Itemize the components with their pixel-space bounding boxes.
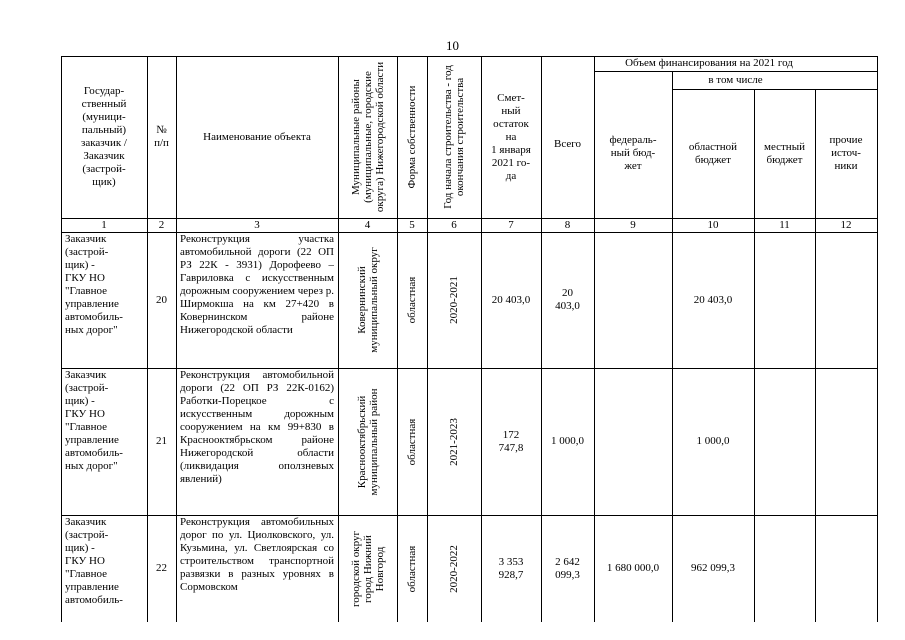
header-other: прочие источ- ники xyxy=(829,134,863,172)
federal-cell xyxy=(596,233,670,367)
col-number: 11 xyxy=(779,219,790,231)
ownership-cell: областная xyxy=(406,276,418,324)
col-number: 10 xyxy=(707,219,719,231)
object-name: Реконструкция автомобильной дороги (22 ОП РЗ 22К-0162) Работки-Порецкое с искусственным дорожным сооружением на км 99+830 в Краснооктябрьском районе Нижегородской области (ликвидация оползневых явлений) xyxy=(180,369,334,485)
header-local: местный бюджет xyxy=(764,140,805,166)
estimate-cell: 20 403,0 xyxy=(491,293,531,306)
row-number: 22 xyxy=(156,562,167,574)
other-cell xyxy=(817,233,875,367)
total-cell: 1 000,0 xyxy=(551,435,584,447)
district-cell: городской округ город Нижний Новгород xyxy=(349,530,386,607)
col-line xyxy=(815,89,816,622)
header-years-cell xyxy=(427,56,481,218)
col-number: 5 xyxy=(409,219,415,231)
years-cell-cell xyxy=(427,232,481,368)
header-federal: федераль- ный бюд- жет xyxy=(609,134,657,172)
header-ownership-cell xyxy=(397,56,427,218)
ownership-cell-cell xyxy=(397,232,427,368)
col-number: 4 xyxy=(364,219,371,231)
col-number: 1 xyxy=(101,219,107,231)
header-object-name: Наименование объекта xyxy=(203,130,311,143)
page-number: 10 xyxy=(446,38,459,53)
total-cell: 2 642 099,3 xyxy=(555,555,580,581)
col-line xyxy=(541,56,542,622)
col-line xyxy=(754,89,755,622)
regional-cell: 1 000,0 xyxy=(696,435,730,447)
col-number: 3 xyxy=(254,219,260,231)
estimate-cell: 172 747,8 xyxy=(498,428,524,454)
local-cell xyxy=(756,369,813,514)
federal-cell: 1 680 000,0 xyxy=(606,562,660,574)
estimate-cell: 3 353 928,7 xyxy=(498,555,524,581)
col-number: 12 xyxy=(840,219,852,231)
col-number: 8 xyxy=(564,219,571,231)
col-line xyxy=(672,71,673,622)
ownership-cell: областная xyxy=(406,418,418,465)
district-cell-cell xyxy=(338,368,397,515)
years-cell: 2020-2021 xyxy=(448,276,460,324)
local-cell xyxy=(756,516,813,621)
regional-cell: 962 099,3 xyxy=(691,562,735,574)
header-district-cell xyxy=(338,56,397,218)
row-number: 21 xyxy=(156,435,167,447)
col-line xyxy=(877,56,878,622)
years-cell: 2021-2023 xyxy=(448,417,460,466)
local-cell xyxy=(756,233,813,367)
header-estimate: Смет- ный остаток на 1 января 2021 го- да xyxy=(491,91,531,182)
years-cell-cell xyxy=(427,368,481,515)
customer-cell: Заказчик (застрой- щик) - ГКУ НО "Главное управление автомобиль- xyxy=(65,516,123,606)
federal-cell xyxy=(596,369,670,514)
total-cell: 20 403,0 xyxy=(555,287,580,312)
customer-cell: Заказчик (застрой- щик) - ГКУ НО "Главное управление автомобиль- ных дорог" xyxy=(65,369,123,472)
header-years: Год начала строительства - год окончания строительства xyxy=(442,65,466,209)
object-name: Реконструкция автомобильных дорог по ул. Циолковского, ул. Кузьмина, ул. Светлоярская со строительством транспортной развязки в разных уровнях в Сормовском xyxy=(180,516,334,593)
other-cell xyxy=(817,516,875,621)
col-number: 6 xyxy=(451,219,457,231)
col-number: 9 xyxy=(630,219,636,231)
ownership-cell: областная xyxy=(406,545,418,592)
regional-cell: 20 403,0 xyxy=(693,293,733,306)
col-number: 7 xyxy=(508,219,514,231)
row-number: 20 xyxy=(156,293,167,306)
district-cell: Ковернинский муниципальный округ xyxy=(355,247,380,353)
col-line xyxy=(594,56,595,622)
years-cell: 2020-2022 xyxy=(448,544,460,593)
col-line xyxy=(481,56,482,622)
district-cell-cell xyxy=(338,515,397,622)
header-funding-total: Объем финансирования на 2021 год xyxy=(625,57,793,69)
header-total: Всего xyxy=(554,138,581,150)
ownership-cell-cell xyxy=(397,515,427,622)
district-cell-cell xyxy=(338,232,397,368)
col-line xyxy=(176,56,177,622)
customer-cell: Заказчик (застрой- щик) - ГКУ НО "Главное управление автомобиль- ных дорог" xyxy=(65,233,123,336)
col-number: 2 xyxy=(158,219,165,231)
col-line xyxy=(61,56,62,622)
header-regional: областной бюджет xyxy=(688,140,738,166)
district-cell: Краснооктябрьский муниципальный район xyxy=(355,388,380,495)
header-district: Муниципальные районы (муниципальные, городские округа) Нижегородской области xyxy=(349,61,386,213)
ownership-cell-cell xyxy=(397,368,427,515)
other-cell xyxy=(817,369,875,514)
col-line xyxy=(147,56,148,622)
header-incl: в том числе xyxy=(708,73,763,86)
header-ownership: Форма собственности xyxy=(406,85,418,189)
object-name: Реконструкция участка автомобильной дороги (22 ОП РЗ 22К - 3931) Дорофеево – Гавриловка с искусственным дорожным сооружением через р. Ширмокша на км 27+420 в Ковернинском районе Нижегородской области xyxy=(180,233,334,336)
header-num: № п/п xyxy=(154,124,169,149)
header-customer: Государ- ственный (муници- пальный) заказчик / Заказчик (застрой- щик) xyxy=(81,85,127,188)
years-cell-cell xyxy=(427,515,481,622)
